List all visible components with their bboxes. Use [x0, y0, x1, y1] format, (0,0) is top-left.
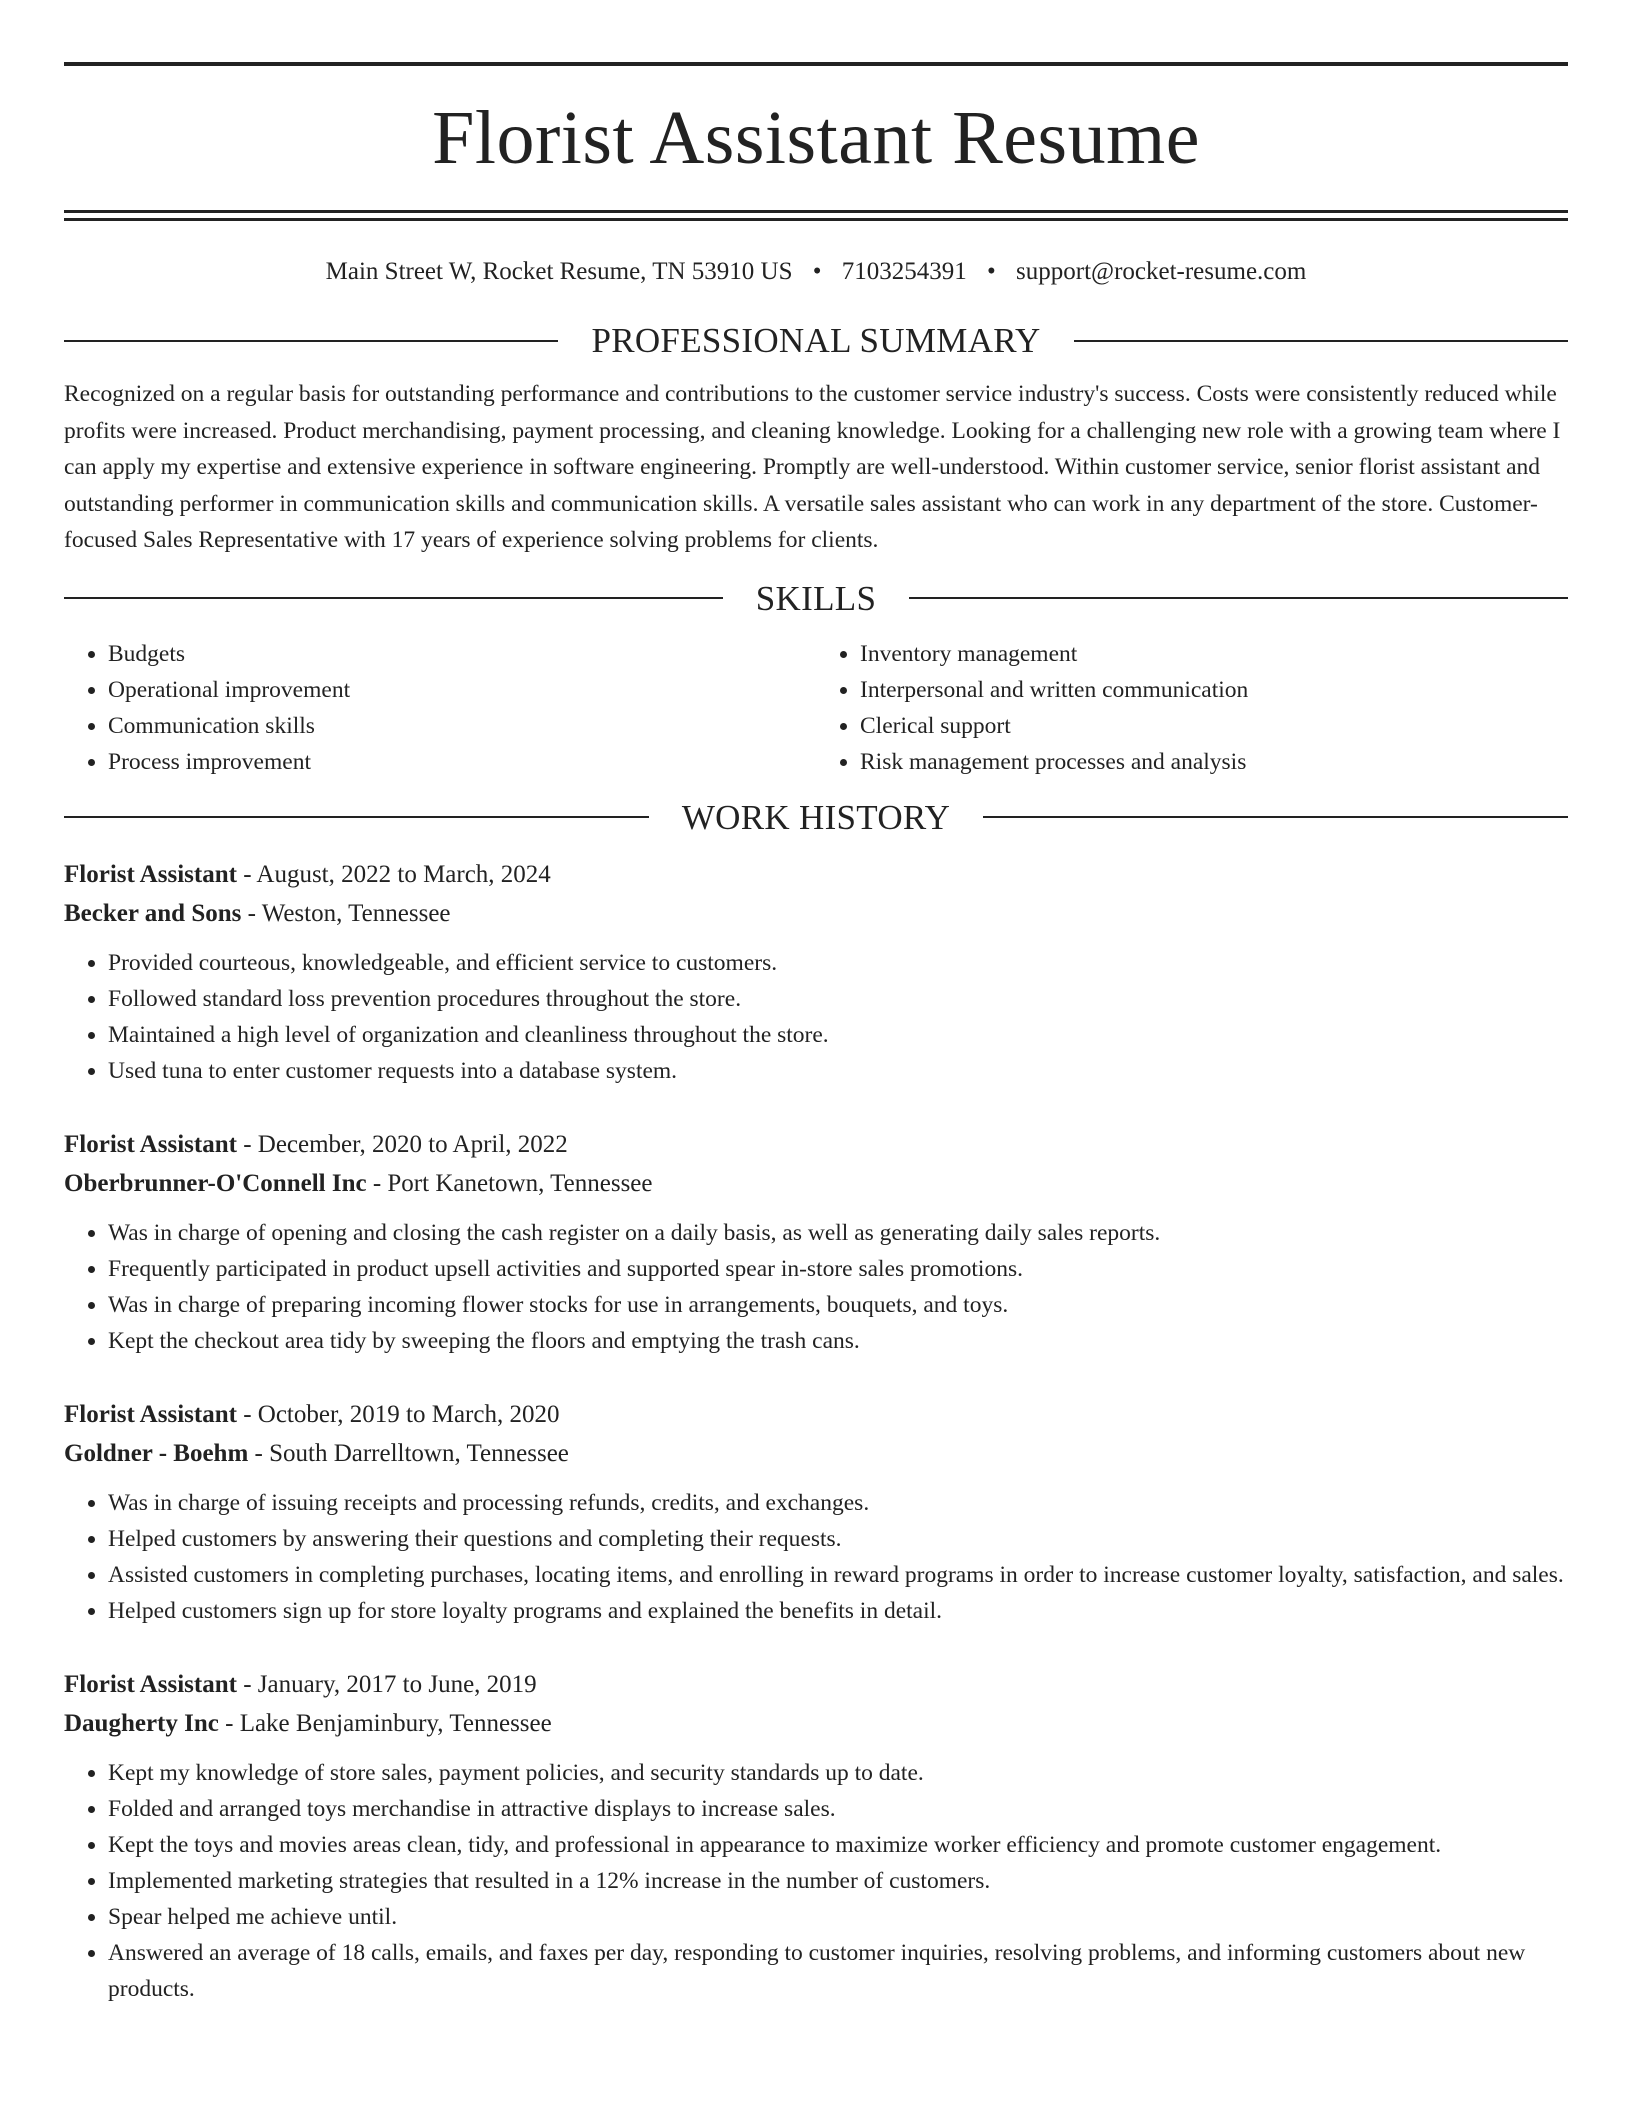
job-entry — [64, 1125, 1568, 1359]
contact-phone: 7103254391 — [841, 258, 967, 285]
heading-rule — [909, 597, 1568, 599]
skill-item: • Clerical support — [860, 708, 1568, 744]
job-company-line — [64, 1704, 1568, 1743]
heading-rule — [64, 816, 649, 818]
professional-summary: Recognized on a regular basis for outstanding performance and contributions to the customer service industry's success. Costs were consistently reduced while profits were increased. Product merchandising, payment processing, and cleaning knowledge. Looking for a challenging new role with a growing team where I can apply my expertise and extensive experience in software engineering. Promptly are well-understood. Within customer service, senior florist assistant and outstanding performer in communication skills and communication skills. A versatile sales assistant who can work in any department of the store. Customer-focused Sales Representative with 17 years of experience solving problems for clients. — [64, 381, 1561, 553]
job-location: Port Kanetown, Tennessee — [387, 1169, 653, 1197]
job-entry — [64, 1395, 1568, 1629]
contact-separator: • — [987, 258, 996, 285]
job-bullet: • Answered an average of 18 calls, emails, and faxes per day, responding to customer inquiries, resolving problems, and informing customers about new products. — [108, 1935, 1568, 2007]
job-bullet: • Used tuna to enter customer requests into a database system. — [108, 1053, 1568, 1089]
contact-line — [64, 257, 1568, 287]
heading-rule — [983, 816, 1568, 818]
job-location: Lake Benjaminbury, Tennessee — [239, 1709, 552, 1737]
job-bullets — [64, 945, 1568, 1089]
job-company-line — [64, 1164, 1568, 1203]
work-heading — [64, 797, 1568, 837]
job-bullet: • Was in charge of issuing receipts and processing refunds, credits, and exchanges. — [108, 1485, 1568, 1521]
job-dates: August, 2022 to March, 2024 — [256, 860, 551, 888]
skill-item: • Operational improvement — [108, 672, 816, 708]
job-title: Florist Assistant — [64, 860, 237, 888]
job-bullet: • Kept the toys and movies areas clean, tidy, and professional in appearance to maximize worker efficiency and promote customer engagement. — [108, 1827, 1568, 1863]
job-title: Florist Assistant — [64, 1400, 237, 1428]
job-entry — [64, 855, 1568, 1089]
contact-address: Main Street W, Rocket Resume, TN 53910 US — [325, 258, 793, 285]
job-company: Oberbrunner-O'Connell Inc — [64, 1169, 367, 1197]
dash: - — [241, 899, 262, 927]
dash: - — [236, 1400, 258, 1428]
job-bullet: • Kept my knowledge of store sales, payment policies, and security standards up to date. — [108, 1755, 1568, 1791]
job-bullets — [64, 1215, 1568, 1359]
dash: - — [236, 1130, 258, 1158]
skill-item: • Interpersonal and written communication — [860, 672, 1568, 708]
job-location: South Darrelltown, Tennessee — [269, 1439, 569, 1467]
heading-rule — [64, 340, 558, 342]
job-title-line — [64, 1125, 1568, 1164]
skill-item: • Risk management processes and analysis — [860, 744, 1568, 780]
job-company: Becker and Sons — [64, 899, 242, 927]
skill-item: • Inventory management — [860, 636, 1568, 672]
skill-item: • Communication skills — [108, 708, 816, 744]
dash: - — [236, 860, 257, 888]
job-company: Goldner - Boehm — [64, 1439, 249, 1467]
heading-rule — [64, 597, 723, 599]
heading-rule — [1074, 340, 1568, 342]
work-title: WORK HISTORY — [681, 797, 951, 837]
job-bullets — [64, 1755, 1568, 2007]
summary-heading — [64, 323, 1568, 358]
job-bullet: • Spear helped me achieve until. — [108, 1899, 1568, 1935]
job-bullet: • Helped customers by answering their questions and completing their requests. — [108, 1521, 1568, 1557]
contact-email: support@rocket-resume.com — [1016, 258, 1307, 285]
skills-column-left — [64, 636, 816, 780]
job-bullet: • Was in charge of opening and closing the cash register on a daily basis, as well as generating daily sales reports. — [108, 1215, 1568, 1251]
job-bullet: • Was in charge of preparing incoming flower stocks for use in arrangements, bouquets, and toys. — [108, 1287, 1568, 1323]
job-bullet: • Implemented marketing strategies that resulted in a 12% increase in the number of customers. — [108, 1863, 1568, 1899]
resume-title: Florist Assistant Resume — [432, 96, 1200, 180]
job-bullet: • Followed standard loss prevention procedures throughout the store. — [108, 981, 1568, 1017]
dash: - — [366, 1169, 388, 1197]
double-rule — [64, 210, 1568, 221]
summary-title: PROFESSIONAL SUMMARY — [591, 321, 1041, 360]
job-title-line — [64, 1665, 1568, 1704]
job-bullet: • Assisted customers in completing purchases, locating items, and enrolling in reward programs in order to increase customer loyalty, satisfaction, and sales. — [108, 1557, 1568, 1593]
job-title-line — [64, 855, 1568, 894]
skills-heading — [64, 578, 1568, 618]
job-bullets — [64, 1485, 1568, 1629]
job-title: Florist Assistant — [64, 1130, 237, 1158]
job-bullet: • Frequently participated in product upsell activities and supported spear in-store sales promotions. — [108, 1251, 1568, 1287]
skills-list — [64, 636, 1568, 780]
job-dates: January, 2017 to June, 2019 — [257, 1670, 537, 1698]
job-location: Weston, Tennessee — [261, 899, 451, 927]
top-rule — [64, 62, 1568, 66]
skill-item: • Budgets — [108, 636, 816, 672]
job-bullet: • Helped customers sign up for store loyalty programs and explained the benefits in detail. — [108, 1593, 1568, 1629]
job-bullet: • Kept the checkout area tidy by sweeping the floors and emptying the trash cans. — [108, 1323, 1568, 1359]
job-bullet: • Maintained a high level of organization and cleanliness throughout the store. — [108, 1017, 1568, 1053]
job-title-line — [64, 1395, 1568, 1434]
job-company-line — [64, 894, 1568, 933]
job-company-line — [64, 1434, 1568, 1473]
job-dates: October, 2019 to March, 2020 — [257, 1400, 560, 1428]
skills-title: SKILLS — [755, 578, 877, 618]
job-entry — [64, 1665, 1568, 2007]
dash: - — [248, 1439, 270, 1467]
job-bullet: • Provided courteous, knowledgeable, and efficient service to customers. — [108, 945, 1568, 981]
job-company: Daugherty Inc — [64, 1709, 219, 1737]
job-title: Florist Assistant — [64, 1670, 237, 1698]
contact-separator: • — [812, 258, 822, 285]
skill-item: • Process improvement — [108, 744, 816, 780]
dash: - — [218, 1709, 240, 1737]
job-bullet: • Folded and arranged toys merchandise in attractive displays to increase sales. — [108, 1791, 1568, 1827]
job-dates: December, 2020 to April, 2022 — [257, 1130, 568, 1158]
skills-column-right — [816, 636, 1568, 780]
dash: - — [236, 1670, 258, 1698]
